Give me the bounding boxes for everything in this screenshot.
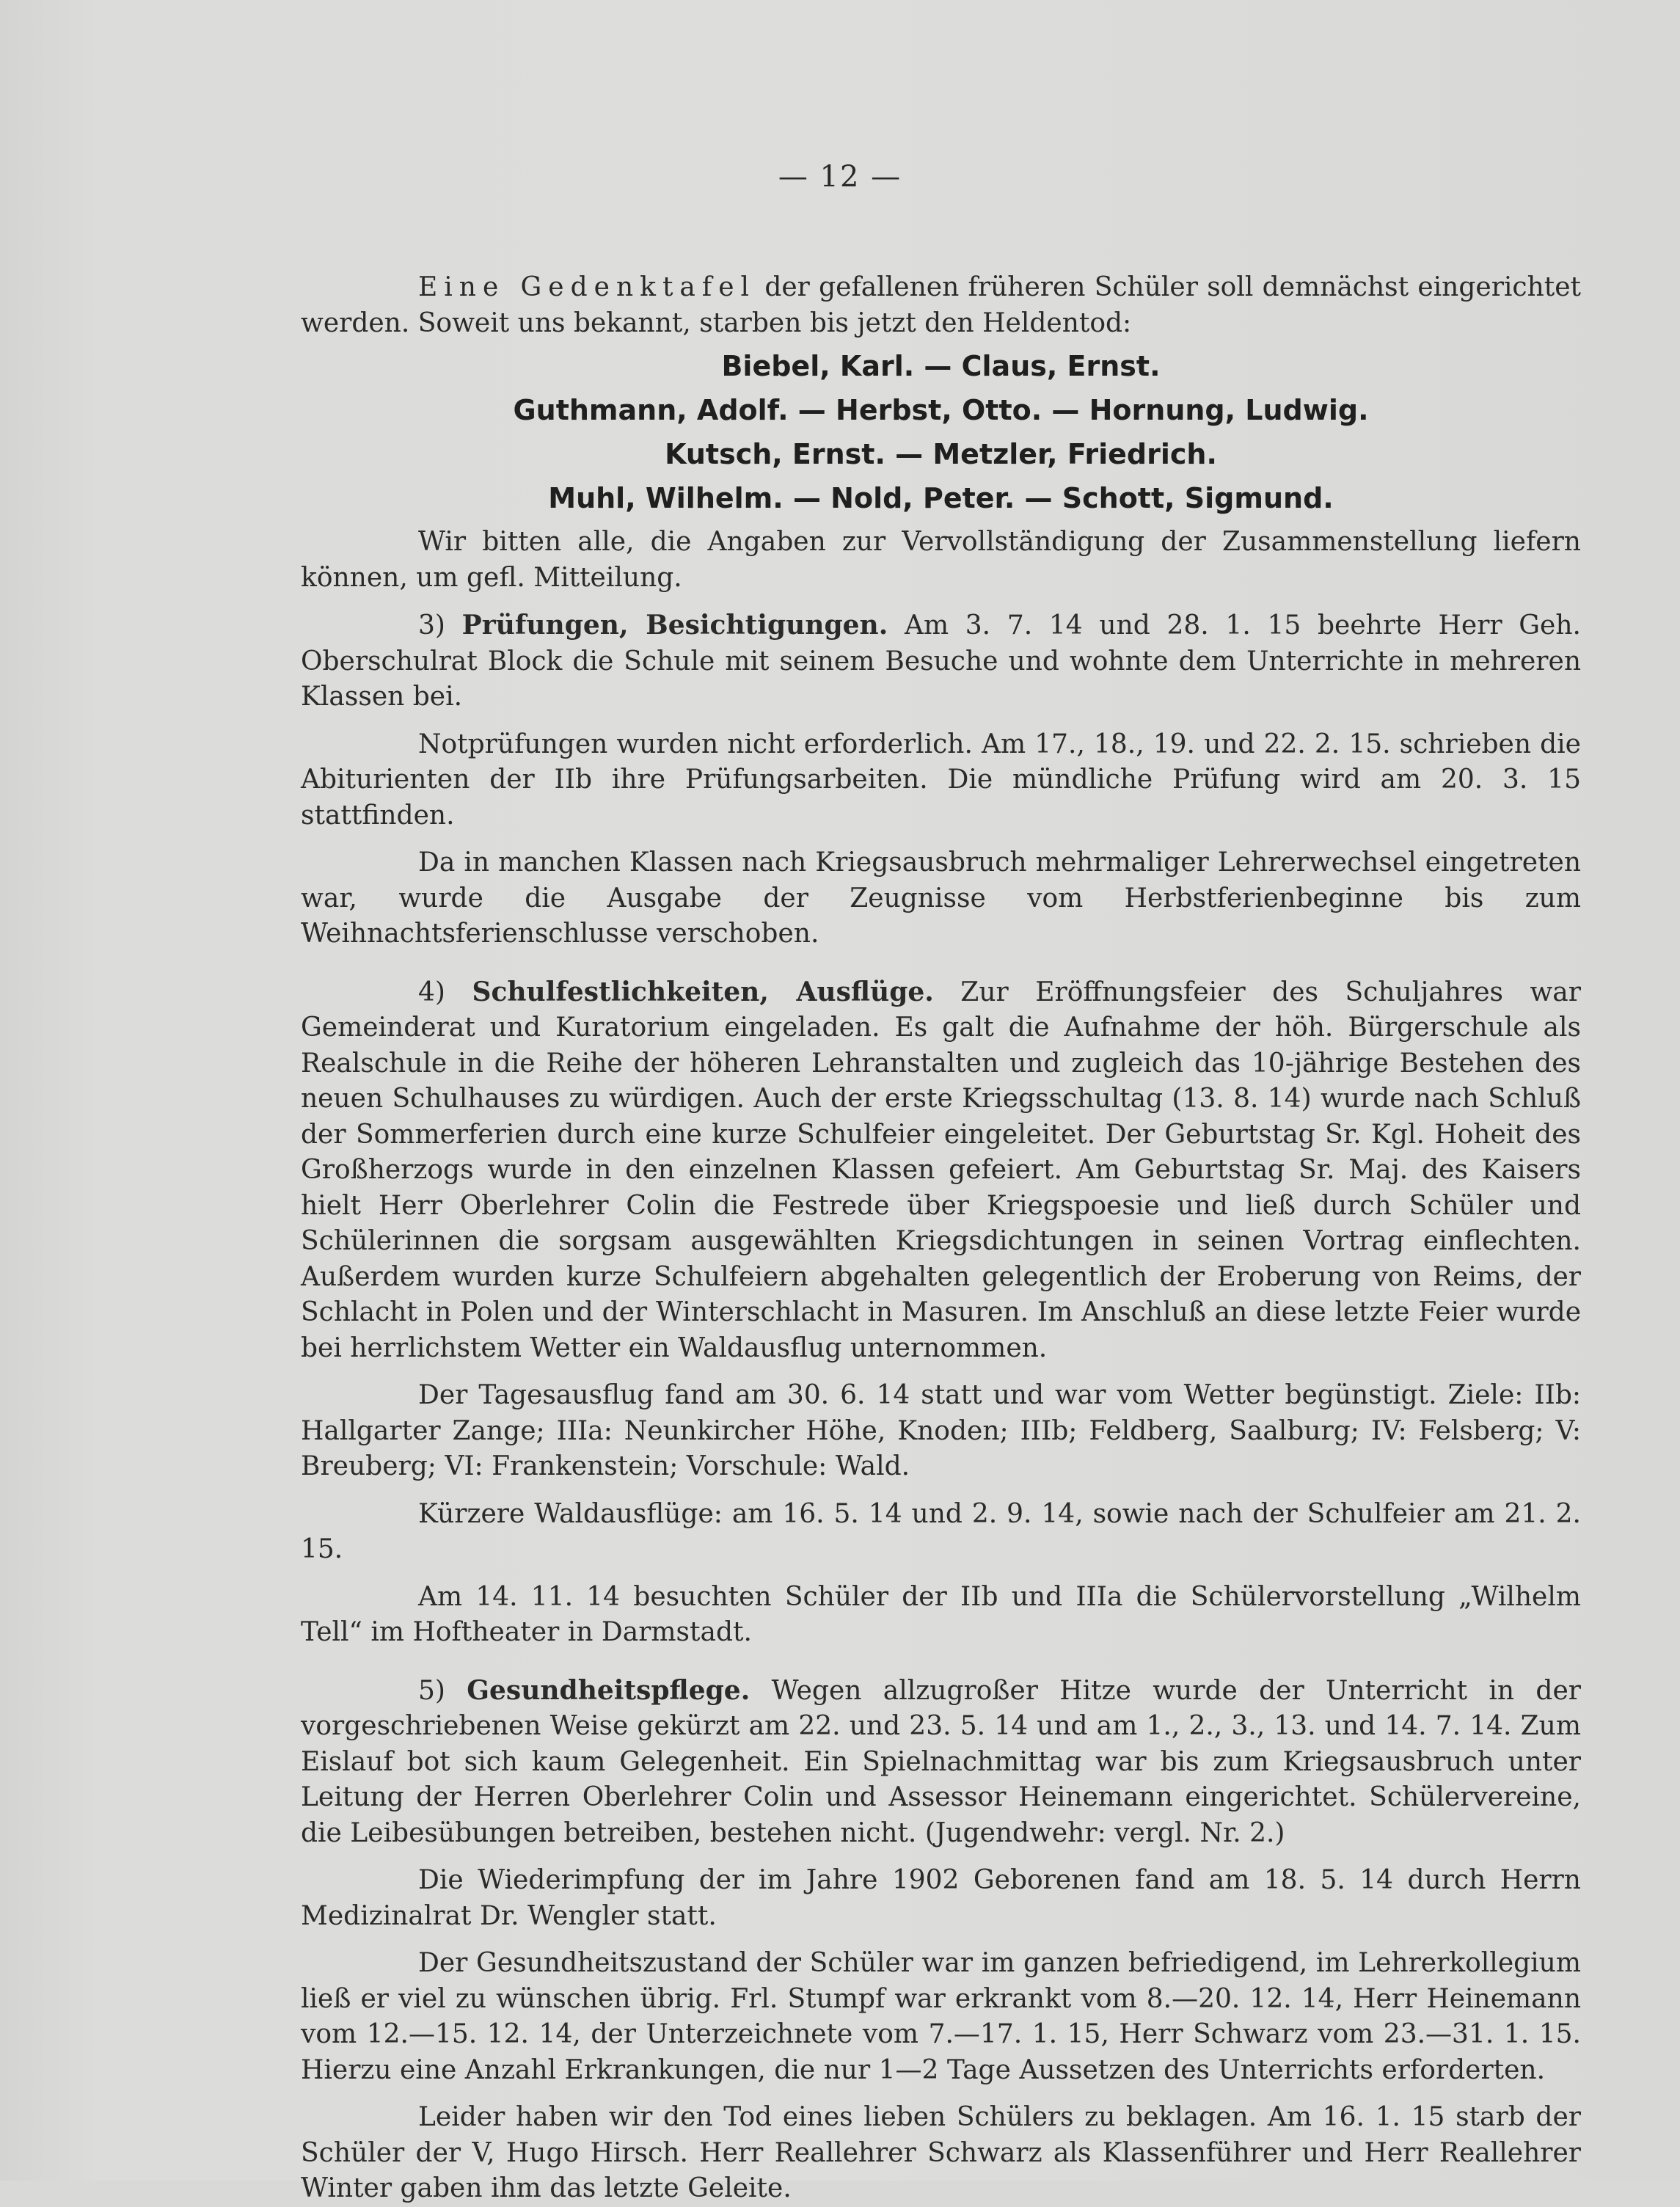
memorial-text: der gefallenen früheren Schüler soll demnächst eingerichtet werden. Soweit uns bekannt, starben bis jetzt den Heldentod: xyxy=(301,272,1582,338)
section-number: 3) xyxy=(418,610,462,641)
fallen-names-list xyxy=(301,344,1581,520)
section-4-festivities xyxy=(301,974,1581,1367)
paragraph-emergency-exams: Notprüfungen wurden nicht erforderlich. Am 17., 18., 19. und 22. 2. 15. schrieben die Abiturienten der IIb ihre Prüfungsarbeiten. Die mündliche Prüfung wird am 20. 3. 15 stattfinden. xyxy=(301,729,1581,831)
names-line: Kutsch, Ernst. — Metzler, Friedrich. xyxy=(665,438,1217,470)
paragraph-certificates: Da in manchen Klassen nach Kriegsausbruch mehrmaliger Lehrerwechsel eingetreten war, wurde die Ausgabe der Zeugnisse vom Herbstferienbeginne bis zum Weihnachtsferienschlusse verschoben. xyxy=(301,847,1581,949)
paragraph-day-trip: Der Tagesausflug fand am 30. 6. 14 statt und war vom Wetter begünstigt. Ziele: IIb: Hallgarter Zange; IIIa: Neunkircher Höhe, Knoden; IIIb; Feldberg, Saalburg; IV: Felsberg; V: Breuberg; VI: Frankenstein; Vorschule: Wald. xyxy=(301,1380,1581,1481)
names-line: Biebel, Karl. — Claus, Ernst. xyxy=(721,350,1161,382)
section-3-exams xyxy=(301,608,1581,715)
paragraph-forest-trips: Kürzere Waldausflüge: am 16. 5. 14 und 2. 9. 14, sowie nach der Schulfeier am 21. 2. 15. xyxy=(301,1498,1581,1564)
section-text: Am 3. 7. 14 und 28. 1. 15 beehrte Herr Geh. Oberschulrat Block die Schule mit seinem Besuche und wohnte dem Unterrichte in mehreren Klassen bei. xyxy=(301,610,1581,712)
paragraph-health-status: Der Gesundheitszustand der Schüler war im ganzen befriedigend, im Lehrerkollegium ließ er viel zu wünschen übrig. Frl. Stumpf war erkrankt vom 8.—20. 12. 14, Herr Heinemann vom 12.—15. 12. 14, der Unterzeichnete vom 7.—17. 1. 15, Herr Schwarz vom 23.—31. 1. 15. Hierzu eine Anzahl Erkrankungen, die nur 1—2 Tage Aussetzen des Unterrichts erforderten. xyxy=(301,1948,1581,2085)
paragraph-memorial xyxy=(301,270,1581,341)
names-line: Muhl, Wilhelm. — Nold, Peter. — Schott, Sigmund. xyxy=(548,482,1334,514)
page-number: — 12 — xyxy=(778,160,902,194)
paragraph-theater: Am 14. 11. 14 besuchten Schüler der IIb und IIIa die Schülervorstellung „Wilhelm Tell“ im Hoftheater in Darmstadt. xyxy=(301,1581,1581,1647)
section-number: 5) xyxy=(418,1675,467,1706)
memorial-lead: Eine Gedenktafel xyxy=(418,272,756,302)
section-heading: Schulfestlichkeiten, Ausflüge. xyxy=(472,976,934,1007)
body-text xyxy=(301,270,1581,2207)
section-heading: Gesundheitspflege. xyxy=(467,1674,750,1706)
names-line: Guthmann, Adolf. — Herbst, Otto. — Hornung, Ludwig. xyxy=(513,394,1369,426)
paragraph-death-notice: Leider haben wir den Tod eines lieben Schülers zu beklagen. Am 16. 1. 15 starb der Schüler der V, Hugo Hirsch. Herr Reallehrer Schwarz als Klassenführer und Herr Reallehrer Winter gaben ihm das letzte Geleite. xyxy=(301,2102,1581,2203)
paragraph-vaccination: Die Wiederimpfung der im Jahre 1902 Geborenen fand am 18. 5. 14 durch Herrn Medizinalrat Dr. Wengler statt. xyxy=(301,1865,1581,1931)
section-text: Zur Eröffnungsfeier des Schuljahres war Gemeinderat und Kuratorium eingeladen. Es galt die Aufnahme der höh. Bürgerschule als Realschule in die Reihe der höheren Lehranstalten und zugleich das 10-jährige Bestehen des neuen Schulhauses zu würdigen. Auch der erste Kriegsschultag (13. 8. 14) wurde nach Schluß der Sommerferien durch eine kurze Schulfeier eingeleitet. Der Geburtstag Sr. Kgl. Hoheit des Großherzogs wurde in den einzelnen Klassen gefeiert. Am Geburtstag Sr. Maj. des Kaisers hielt Herr Oberlehrer Colin die Festrede über Kriegspoesie und ließ durch Schüler und Schülerinnen die sorgsam ausgewählten Kriegsdichtungen in seinen Vortrag einflechten. Außerdem wurden kurze Schulfeiern abgehalten gelegentlich der Eroberung von Reims, der Schlacht in Polen und der Winterschlacht in Masuren. Im Anschluß an diese letzte Feier wurde bei herrlichstem Wetter ein Waldausflug unternommen. xyxy=(301,977,1581,1363)
section-text: Wegen allzugroßer Hitze wurde der Unterricht in der vorgeschriebenen Weise gekürzt am 22. und 23. 5. 14 und am 1., 2., 3., 13. und 14. 7. 14. Zum Eislauf bot sich kaum Gelegenheit. Ein Spielnachmittag war bis zum Kriegsausbruch unter Leitung der Herren Oberlehrer Colin und Assessor Heinemann eingerichtet. Schülervereine, die Leibesübungen betreiben, bestehen nicht. (Jugendwehr: vergl. Nr. 2.) xyxy=(301,1675,1581,1848)
section-5-health xyxy=(301,1673,1581,1852)
paragraph-request: Wir bitten alle, die Angaben zur Vervollständigung der Zusammenstellung liefern können, um gefl. Mitteilung. xyxy=(301,527,1581,593)
section-heading: Prüfungen, Besichtigungen. xyxy=(461,610,888,641)
section-number: 4) xyxy=(418,977,472,1007)
